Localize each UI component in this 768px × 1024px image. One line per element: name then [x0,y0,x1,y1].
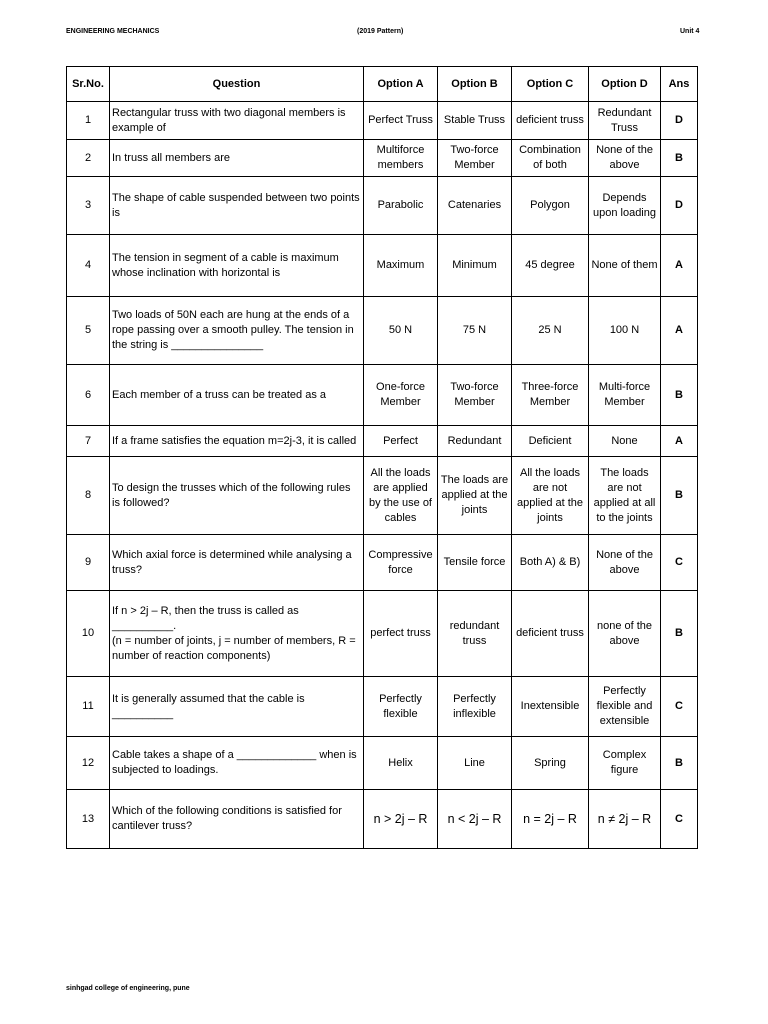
option-c-cell: n = 2j – R [512,790,589,849]
option-c-cell: Polygon [512,177,589,235]
answer-cell: B [661,591,698,677]
sr-no-cell: 4 [67,235,110,297]
option-a-cell: All the loads are applied by the use of cables [364,457,438,535]
option-c-cell: Deficient [512,426,589,457]
option-b-cell: Catenaries [438,177,512,235]
sr-no-cell: 11 [67,677,110,737]
question-cell: Two loads of 50N each are hung at the ends of a rope passing over a smooth pulley. The tension in the string is _______________ [110,297,364,365]
option-b-cell: Perfectly inflexible [438,677,512,737]
option-d-cell: The loads are not applied at all to the joints [589,457,661,535]
option-a-cell: Perfect Truss [364,102,438,140]
question-cell: Each member of a truss can be treated as a [110,365,364,426]
option-b-cell: redundant truss [438,591,512,677]
answer-cell: A [661,426,698,457]
sr-no-cell: 12 [67,737,110,790]
answer-cell: D [661,177,698,235]
option-b-cell: Two-force Member [438,365,512,426]
table-row [67,591,698,677]
table-row [67,426,698,457]
answer-cell: B [661,140,698,177]
table-row [67,737,698,790]
question-cell: Which of the following conditions is satisfied for cantilever truss? [110,790,364,849]
option-d-cell: 100 N [589,297,661,365]
col-header-option-d: Option D [589,67,661,102]
answer-cell: B [661,365,698,426]
table-row [67,535,698,591]
col-header-srno: Sr.No. [67,67,110,102]
answer-cell: B [661,457,698,535]
option-a-cell: Compressive force [364,535,438,591]
sr-no-cell: 9 [67,535,110,591]
option-b-cell: Minimum [438,235,512,297]
question-cell: Cable takes a shape of a _____________ when is subjected to loadings. [110,737,364,790]
option-d-cell: Depends upon loading [589,177,661,235]
sr-no-cell: 2 [67,140,110,177]
answer-cell: B [661,737,698,790]
header-subject: ENGINEERING MECHANICS [66,28,160,35]
option-b-cell: Redundant [438,426,512,457]
question-cell: Rectangular truss with two diagonal members is example of [110,102,364,140]
option-b-cell: Two-force Member [438,140,512,177]
option-c-cell: Inextensible [512,677,589,737]
question-cell: It is generally assumed that the cable is __________ [110,677,364,737]
option-a-cell: perfect truss [364,591,438,677]
option-d-cell: None of them [589,235,661,297]
option-d-cell: Redundant Truss [589,102,661,140]
option-c-cell: deficient truss [512,102,589,140]
col-header-option-a: Option A [364,67,438,102]
option-c-cell: 25 N [512,297,589,365]
sr-no-cell: 5 [67,297,110,365]
option-d-cell: None of the above [589,535,661,591]
option-c-cell: All the loads are not applied at the joints [512,457,589,535]
question-cell: The tension in segment of a cable is maximum whose inclination with horizontal is [110,235,364,297]
option-d-cell: None [589,426,661,457]
question-cell: If a frame satisfies the equation m=2j-3, it is called [110,426,364,457]
sr-no-cell: 1 [67,102,110,140]
option-d-cell: none of the above [589,591,661,677]
option-d-cell: Complex figure [589,737,661,790]
option-c-cell: Combination of both [512,140,589,177]
sr-no-cell: 3 [67,177,110,235]
question-cell: To design the trusses which of the following rules is followed? [110,457,364,535]
option-c-cell: 45 degree [512,235,589,297]
sr-no-cell: 10 [67,591,110,677]
answer-cell: A [661,235,698,297]
table-row [67,365,698,426]
option-a-cell: Perfect [364,426,438,457]
option-d-cell: n ≠ 2j – R [589,790,661,849]
mcq-table [66,66,698,849]
sr-no-cell: 8 [67,457,110,535]
answer-cell: C [661,790,698,849]
col-header-option-c: Option C [512,67,589,102]
table-header-row [67,67,698,102]
option-a-cell: Perfectly flexible [364,677,438,737]
col-header-question: Question [110,67,364,102]
answer-cell: D [661,102,698,140]
option-c-cell: Three-force Member [512,365,589,426]
option-b-cell: The loads are applied at the joints [438,457,512,535]
option-a-cell: Helix [364,737,438,790]
option-a-cell: One-force Member [364,365,438,426]
footer-college: sinhgad college of engineering, pune [66,985,190,992]
question-cell: The shape of cable suspended between two points is [110,177,364,235]
table-row [67,177,698,235]
option-a-cell: n > 2j – R [364,790,438,849]
table-row [67,102,698,140]
option-d-cell: None of the above [589,140,661,177]
sr-no-cell: 7 [67,426,110,457]
option-d-cell: Multi-force Member [589,365,661,426]
option-b-cell: Line [438,737,512,790]
option-b-cell: Tensile force [438,535,512,591]
answer-cell: C [661,535,698,591]
option-a-cell: Multiforce members [364,140,438,177]
question-cell: In truss all members are [110,140,364,177]
sr-no-cell: 13 [67,790,110,849]
question-cell: If n > 2j – R, then the truss is called as __________. (n = number of joints, j = number of members, R = number of reaction components) [110,591,364,677]
header-pattern: (2019 Pattern) [357,28,404,35]
option-a-cell: Parabolic [364,177,438,235]
table-row [67,457,698,535]
table-row [67,140,698,177]
option-c-cell: deficient truss [512,591,589,677]
header-unit: Unit 4 [680,28,700,35]
option-b-cell: 75 N [438,297,512,365]
option-c-cell: Both A) & B) [512,535,589,591]
answer-cell: A [661,297,698,365]
table-row [67,790,698,849]
option-c-cell: Spring [512,737,589,790]
sr-no-cell: 6 [67,365,110,426]
option-a-cell: 50 N [364,297,438,365]
option-a-cell: Maximum [364,235,438,297]
question-cell: Which axial force is determined while analysing a truss? [110,535,364,591]
col-header-ans: Ans [661,67,698,102]
option-b-cell: Stable Truss [438,102,512,140]
option-d-cell: Perfectly flexible and extensible [589,677,661,737]
table-row [67,297,698,365]
answer-cell: C [661,677,698,737]
table-row [67,235,698,297]
col-header-option-b: Option B [438,67,512,102]
table-row [67,677,698,737]
option-b-cell: n < 2j – R [438,790,512,849]
